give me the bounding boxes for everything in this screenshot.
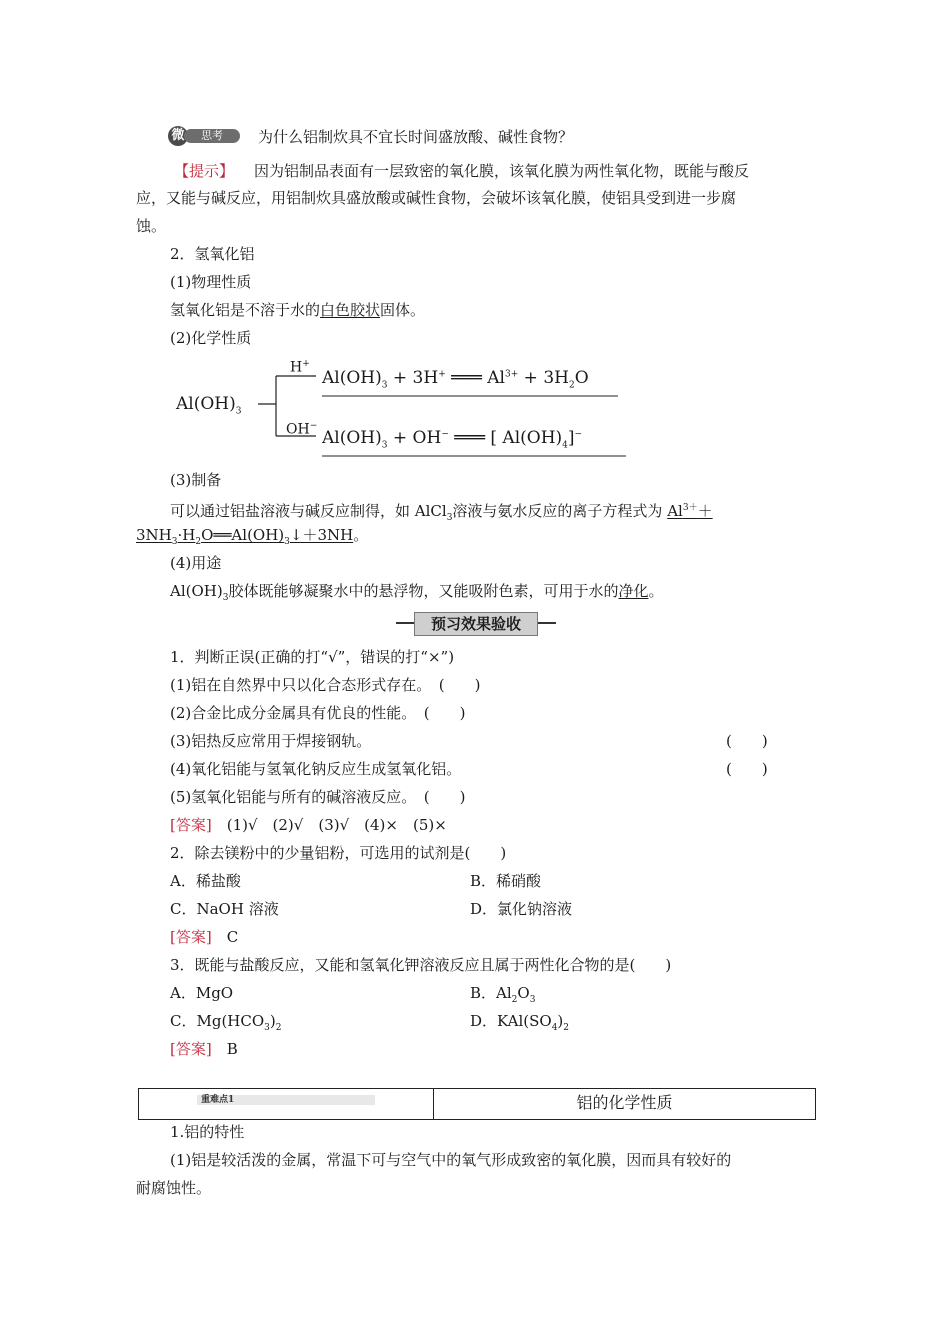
rxn1-water-sub: 2 xyxy=(568,380,575,391)
key-point-title: 铝的化学性质 xyxy=(576,1093,673,1112)
q3c-sub2: 2 xyxy=(275,1023,282,1033)
q2-opt-d: D．氯化钠溶液 xyxy=(470,900,573,918)
prep2-c: O══Al(OH) xyxy=(201,526,285,544)
rxn2-mid: + OH xyxy=(392,428,442,448)
rxn1-left-sub: 3 xyxy=(381,380,388,391)
acid-text: H xyxy=(290,359,303,376)
q2-opt-a: A．稀盐酸 xyxy=(170,872,241,890)
q3c-end: ) xyxy=(269,1012,276,1030)
acid-sup: + xyxy=(302,359,310,369)
prep2-sub-b: 2 xyxy=(195,537,202,547)
q3d-end: ) xyxy=(557,1012,564,1030)
rxn1-eq: ═══ xyxy=(451,368,482,388)
use-prefix: Al(OH) xyxy=(170,582,223,600)
prep2-e: 。 xyxy=(353,526,369,544)
rxn2-right-end: ] xyxy=(567,428,575,448)
q2-opt-c: C．NaOH 溶液 xyxy=(170,900,279,918)
prep2-b: ·H xyxy=(177,526,196,544)
prep-answer-2 xyxy=(136,526,354,547)
phys-suffix: 固体。 xyxy=(380,301,426,319)
rxn1 xyxy=(322,368,589,390)
hint-text-1: 因为铝制品表面有一层致密的氧化膜，该氧化膜为两性氧化物，既能与酸反 xyxy=(254,162,750,180)
phys-heading: (1)物理性质 xyxy=(170,273,252,291)
q1-item-3: (3)铝热反应常用于焊接钢轨。 xyxy=(170,732,372,750)
use-heading: (4)用途 xyxy=(170,554,222,572)
q1-answer-label: [答案] xyxy=(170,816,212,834)
rxn2-right: [ Al(OH) xyxy=(490,428,563,448)
hint-line-1 xyxy=(174,161,749,181)
chem-heading: (2)化学性质 xyxy=(170,329,252,347)
rxn2-left: Al(OH) xyxy=(322,428,382,448)
rxn2-right-sub: 4 xyxy=(562,440,568,451)
prep2-d: ↓＋3NH xyxy=(289,526,354,544)
prep-text-1: 可以通过铝盐溶液与碱反应制得，如 AlCl xyxy=(170,502,447,520)
q3-opt-a: A．MgO xyxy=(170,984,234,1002)
q1-item-4: (4)氧化铝能与氢氧化钠反应生成氢氧化铝。 xyxy=(170,760,462,778)
prep-heading: (3)制备 xyxy=(170,471,222,489)
think-question: 为什么铝制炊具不宜长时间盛放酸、碱性食物？ xyxy=(258,128,574,146)
think-badge xyxy=(168,126,240,146)
reactant-text: Al(OH) xyxy=(176,394,236,414)
phys-prefix: 氢氧化铝是不溶于水的 xyxy=(170,301,321,319)
section-banner xyxy=(396,612,556,634)
use-mid: 胶体既能够凝聚水中的悬浮物，又能吸附色素，可用于水的 xyxy=(228,582,619,600)
q3-answer-label: [答案] xyxy=(170,1040,212,1058)
prep2-sub-a: 3 xyxy=(171,537,178,547)
q3d-sub2: 2 xyxy=(563,1023,570,1033)
rxn1-mid-sup: + xyxy=(438,369,446,380)
badge-tag: 思考 xyxy=(184,129,240,143)
kp-heading: 1.铝的特性 xyxy=(170,1123,245,1141)
hint-label: 【提示】 xyxy=(174,162,235,180)
q1-answer-line xyxy=(170,815,447,835)
q2-answer-label: [答案] xyxy=(170,928,212,946)
use-suffix: 。 xyxy=(648,582,664,600)
q3d-a: D．KAl(SO xyxy=(470,1012,552,1030)
q3-opt-d xyxy=(470,1011,569,1038)
q1-item-3-paren: ( ) xyxy=(726,732,768,750)
rxn2 xyxy=(322,428,582,450)
rxn1-water: + 3H xyxy=(523,368,569,388)
q2: 2．除去镁粉中的少量铝粉，可选用的试剂是( ) xyxy=(170,844,507,862)
prep-line-1 xyxy=(170,498,713,528)
use-answer: 净化 xyxy=(618,582,649,600)
kp-line-1: (1)铝是较活泼的金属，常温下可与空气中的氧气形成致密的氧化膜，因而具有较好的 xyxy=(170,1151,732,1169)
kp-line-2: 耐腐蚀性。 xyxy=(136,1179,212,1197)
rxn1-right: Al xyxy=(487,368,505,388)
q1-item-4-paren: ( ) xyxy=(726,760,768,778)
rxn2-eq: ═══ xyxy=(454,428,485,448)
prep-line-2 xyxy=(136,525,368,552)
prep-text-1b: 溶液与氨水反应的离子方程式为 xyxy=(452,502,663,520)
q3-answer: B xyxy=(226,1040,238,1058)
prep-answer-1 xyxy=(667,502,712,520)
acid-label xyxy=(290,354,310,378)
prep-ans1-sup: 3＋ xyxy=(682,503,698,513)
prep2-a: 3NH xyxy=(136,526,172,544)
prep-ans1-text: Al xyxy=(667,502,683,520)
hint-line-3: 蚀。 xyxy=(136,217,167,235)
rxn1-left: Al(OH) xyxy=(322,368,382,388)
phys-answer: 白色胶状 xyxy=(320,301,381,319)
q1-item-2: (2)合金比成分金属具有优良的性能。 ( ) xyxy=(170,704,466,722)
q2-answer-line xyxy=(170,927,238,947)
q3b-sub1: 2 xyxy=(511,995,518,1005)
rxn1-mid: + 3H xyxy=(392,368,439,388)
prep-ans1-end: ＋ xyxy=(697,502,713,520)
base-label xyxy=(286,416,317,440)
rxn1-water-end: O xyxy=(574,368,589,388)
q2-opt-b: B．稀硝酸 xyxy=(470,872,542,890)
rxn2-right-sup: − xyxy=(574,429,583,440)
rxn2-left-sub: 3 xyxy=(381,440,388,451)
q3c-sub: 3 xyxy=(264,1023,270,1033)
badge-main: 微 xyxy=(168,126,188,146)
q3b-end: O xyxy=(517,984,530,1002)
use-text xyxy=(170,581,664,608)
reactant-sub: 3 xyxy=(235,406,242,417)
prep2-sub-c: 3 xyxy=(284,537,290,547)
key-point-table xyxy=(138,1088,816,1120)
q3-answer-line xyxy=(170,1039,238,1059)
q1-answer: (1)√ (2)√ (3)√ (4)× (5)× xyxy=(226,816,447,834)
q3d-sub: 4 xyxy=(551,1023,558,1033)
hint-line-2: 应，又能与碱反应，用铝制炊具盛放酸或碱性食物，会破坏该氧化膜，使铝具受到进一步腐 xyxy=(136,189,737,207)
base-text: OH xyxy=(286,421,310,438)
q3b-sub2: 3 xyxy=(529,995,536,1005)
q3b-a: B．Al xyxy=(470,984,512,1002)
use-sub: 3 xyxy=(222,593,229,603)
q3c-a: C．Mg(HCO xyxy=(170,1012,265,1030)
q2-answer: C xyxy=(226,928,239,946)
section-heading: 2．氢氧化铝 xyxy=(170,245,255,263)
prep-sub-1: 3 xyxy=(446,513,453,523)
base-sup: − xyxy=(309,421,318,431)
q3-opt-c xyxy=(170,1011,281,1038)
q1-item-1: (1)铝在自然界中只以化合态形式存在。 ( ) xyxy=(170,676,481,694)
rxn2-mid-sup: − xyxy=(441,429,449,440)
key-point-tag xyxy=(197,1095,375,1105)
q1: 1．判断正误(正确的打“√”，错误的打“×”) xyxy=(170,648,455,666)
rxn1-right-sup: 3+ xyxy=(504,369,519,380)
rxn-reactant xyxy=(176,394,241,416)
q1-item-5: (5)氢氧化铝能与所有的碱溶液反应。 ( ) xyxy=(170,788,466,806)
phys-text xyxy=(170,300,425,320)
key-point-tag-text: 重难点1 xyxy=(201,1095,235,1105)
banner-title: 预习效果验收 xyxy=(414,612,538,636)
q3-opt-b xyxy=(470,983,535,1010)
q3: 3．既能与盐酸反应，又能和氢氧化钾溶液反应且属于两性化合物的是( ) xyxy=(170,956,672,974)
